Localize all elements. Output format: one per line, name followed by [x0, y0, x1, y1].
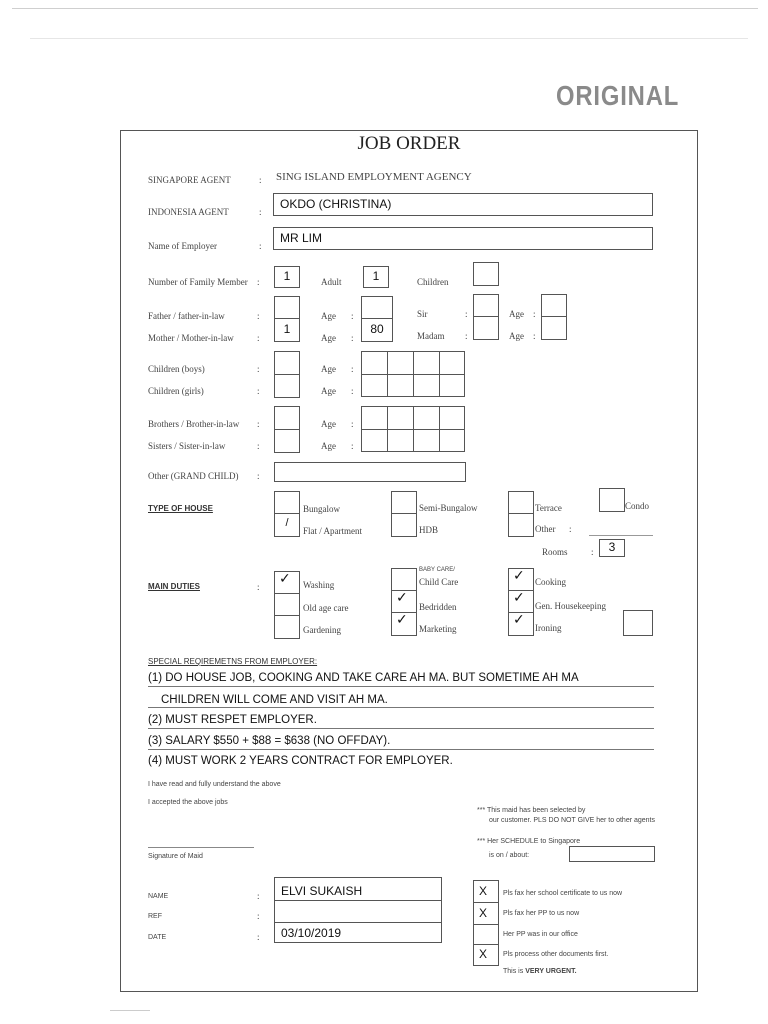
sir-box[interactable]	[473, 294, 499, 318]
children-girls-label: Children (girls)	[148, 386, 204, 396]
washing-check: ✓	[279, 571, 291, 587]
adult-value: 1	[372, 269, 380, 283]
indonesia-agent-label: INDONESIA AGENT	[148, 207, 229, 217]
children-label: Children	[417, 277, 449, 287]
hdb-label: HDB	[419, 525, 439, 535]
sir-age-box[interactable]	[541, 294, 567, 318]
housekeeping-label: Gen. Housekeeping	[535, 601, 606, 611]
other-label: Other (GRAND CHILD)	[148, 471, 239, 481]
employer-name-field[interactable]: MR LIM	[273, 227, 653, 250]
mother-label: Mother / Mother-in-law	[148, 333, 234, 343]
requirement-rule	[148, 707, 654, 708]
father-age-box[interactable]	[361, 296, 393, 320]
colon: :	[533, 331, 536, 341]
selected-note-1: *** This maid has been selected by	[477, 807, 586, 814]
schedule-note-1: *** Her SCHEDULE to Singapore	[477, 838, 581, 845]
colon: :	[257, 582, 260, 592]
job-order-form	[120, 130, 698, 992]
requirement-line-5: (4) MUST WORK 2 YEARS CONTRACT FOR EMPLOYER.	[148, 755, 453, 767]
sir-label: Sir	[417, 309, 428, 319]
semi-bungalow-box[interactable]	[391, 491, 417, 515]
hdb-box[interactable]	[391, 513, 417, 537]
marketing-label: Marketing	[419, 624, 457, 634]
special-requirements-label: SPECIAL REQIREMETNS FROM EMPLOYER:	[148, 657, 318, 666]
siblings-age-grid[interactable]	[361, 406, 465, 452]
requirement-rule	[148, 728, 654, 729]
requirement-line-4: (3) SALARY $550 + $88 = $638 (NO OFFDAY).	[148, 735, 391, 747]
family-member-value: 1	[283, 269, 291, 283]
requirement-line-1: (1) DO HOUSE JOB, COOKING AND TAKE CARE AH MA. BUT SOMETIME AH MA	[148, 672, 579, 684]
ref-label: REF	[148, 913, 162, 920]
option-text-1: Pls fax her school certificate to us now	[503, 890, 623, 897]
age-label: Age	[321, 333, 336, 343]
age-label: Age	[321, 419, 336, 429]
indonesia-agent-field[interactable]: OKDO (CHRISTINA)	[273, 193, 653, 216]
boys-age-grid[interactable]	[361, 351, 465, 397]
colon: :	[257, 277, 260, 287]
colon: :	[591, 547, 594, 557]
type-of-house-label: TYPE OF HOUSE	[148, 504, 213, 513]
bungalow-box[interactable]	[274, 491, 300, 515]
maid-name-field[interactable]: ELVI SUKAISH	[274, 877, 442, 901]
baby-care-note: BABY CARE/	[419, 567, 455, 573]
ironing-check: ✓	[513, 612, 525, 628]
colon: :	[257, 386, 260, 396]
housekeeping-check: ✓	[513, 590, 525, 606]
flat-mark: /	[285, 517, 289, 529]
colon: :	[259, 175, 262, 185]
washing-label: Washing	[303, 580, 335, 590]
age-label: Age	[321, 386, 336, 396]
extra-duty-box[interactable]	[623, 610, 653, 636]
father-label: Father / father-in-law	[148, 311, 225, 321]
requirement-line-2: CHILDREN WILL COME AND VISIT AH MA.	[161, 694, 388, 706]
option-box-3[interactable]	[473, 924, 499, 946]
colon: :	[257, 891, 260, 901]
singapore-agent-value: SING ISLAND EMPLOYMENT AGENCY	[276, 171, 472, 183]
requirement-rule	[148, 686, 654, 687]
condo-label: Condo	[625, 501, 650, 511]
children-box[interactable]	[473, 262, 499, 286]
colon: :	[257, 932, 260, 942]
colon: :	[351, 419, 354, 429]
madam-label: Madam	[417, 331, 445, 341]
colon: :	[257, 333, 260, 343]
brothers-box[interactable]	[274, 406, 300, 430]
colon: :	[257, 419, 260, 429]
option-mark-1: X	[478, 884, 487, 898]
urgent-prefix: This is	[503, 968, 524, 975]
colon: :	[465, 309, 468, 319]
bedridden-check: ✓	[396, 590, 408, 606]
child-care-box[interactable]	[391, 568, 417, 592]
scan-line-top	[12, 8, 758, 9]
requirement-rule	[148, 749, 654, 750]
gardening-label: Gardening	[303, 625, 341, 635]
urgent-note	[503, 968, 577, 975]
children-boys-label: Children (boys)	[148, 364, 205, 374]
flat-label: Flat / Apartment	[303, 526, 362, 536]
colon: :	[569, 524, 572, 534]
main-duties-label: MAIN DUTIES	[148, 582, 200, 591]
terrace-box[interactable]	[508, 491, 534, 515]
sisters-label: Sisters / Sister-in-law	[148, 441, 226, 451]
colon: :	[259, 241, 262, 251]
mother-value: 1	[283, 322, 291, 336]
rooms-value: 3	[608, 540, 616, 554]
madam-box[interactable]	[473, 316, 499, 340]
colon: :	[351, 441, 354, 451]
colon: :	[351, 311, 354, 321]
read-statement: I have read and fully understand the above	[148, 781, 281, 788]
colon: :	[257, 471, 260, 481]
cooking-check: ✓	[513, 568, 525, 584]
scan-line-bottom	[110, 1010, 150, 1011]
cooking-label: Cooking	[535, 577, 567, 587]
selected-note-2: our customer. PLS DO NOT GIVE her to other agents	[489, 817, 656, 824]
gardening-box[interactable]	[274, 615, 300, 639]
colon: :	[257, 911, 260, 921]
option-text-3: Her PP was in our office	[503, 931, 578, 938]
bedridden-label: Bedridden	[419, 602, 457, 612]
colon: :	[259, 207, 262, 217]
mother-age-value: 80	[370, 322, 384, 336]
colon: :	[351, 333, 354, 343]
old-age-box[interactable]	[274, 593, 300, 617]
schedule-note-2: is on / about:	[489, 852, 530, 859]
adult-label: Adult	[321, 277, 342, 287]
rooms-label: Rooms	[542, 547, 568, 557]
child-care-label: Child Care	[419, 577, 459, 587]
condo-box[interactable]	[599, 488, 625, 512]
option-text-2: Pls fax her PP to us now	[503, 910, 580, 917]
colon: :	[351, 364, 354, 374]
option-text-4: Pls process other documents first.	[503, 951, 609, 958]
date-field[interactable]: 03/10/2019	[274, 923, 442, 943]
other-field[interactable]	[274, 462, 466, 482]
signature-line	[148, 847, 254, 848]
option-mark-2: X	[478, 906, 487, 920]
age-label: Age	[321, 441, 336, 451]
name-label: NAME	[148, 893, 169, 900]
other-house-box[interactable]	[508, 513, 534, 537]
option-mark-4: X	[478, 947, 487, 961]
ironing-label: Ironing	[535, 623, 562, 633]
date-label: DATE	[148, 934, 167, 941]
bungalow-label: Bungalow	[303, 504, 340, 514]
age-label: Age	[321, 364, 336, 374]
schedule-date-box[interactable]	[569, 846, 655, 862]
accepted-statement: I accepted the above jobs	[148, 799, 228, 806]
form-title: JOB ORDER	[357, 133, 461, 154]
singapore-agent-label: SINGAPORE AGENT	[148, 175, 231, 185]
requirement-line-3: (2) MUST RESPET EMPLOYER.	[148, 714, 317, 726]
boys-box[interactable]	[274, 351, 300, 375]
other-house-line	[589, 535, 653, 536]
marketing-check: ✓	[396, 612, 408, 628]
father-box[interactable]	[274, 296, 300, 320]
girls-box[interactable]	[274, 374, 300, 398]
sisters-box[interactable]	[274, 429, 300, 453]
age-label: Age	[509, 309, 524, 319]
scan-line-second	[30, 38, 748, 39]
age-label: Age	[321, 311, 336, 321]
age-label: Age	[509, 331, 524, 341]
colon: :	[257, 311, 260, 321]
madam-age-box[interactable]	[541, 316, 567, 340]
employer-name-label: Name of Employer	[148, 241, 217, 251]
colon: :	[257, 364, 260, 374]
ref-field[interactable]	[274, 901, 442, 923]
old-age-label: Old age care	[303, 603, 349, 613]
colon: :	[351, 386, 354, 396]
colon: :	[257, 441, 260, 451]
signature-label: Signature of Maid	[148, 853, 203, 860]
urgent-bold: VERY URGENT.	[525, 968, 577, 975]
family-member-label: Number of Family Member	[148, 277, 248, 287]
brothers-label: Brothers / Brother-in-law	[148, 419, 240, 429]
semi-bungalow-label: Semi-Bungalow	[419, 503, 478, 513]
colon: :	[465, 331, 468, 341]
colon: :	[533, 309, 536, 319]
terrace-label: Terrace	[535, 503, 562, 513]
other-house-label: Other	[535, 524, 556, 534]
original-stamp: ORIGINAL	[556, 80, 680, 111]
